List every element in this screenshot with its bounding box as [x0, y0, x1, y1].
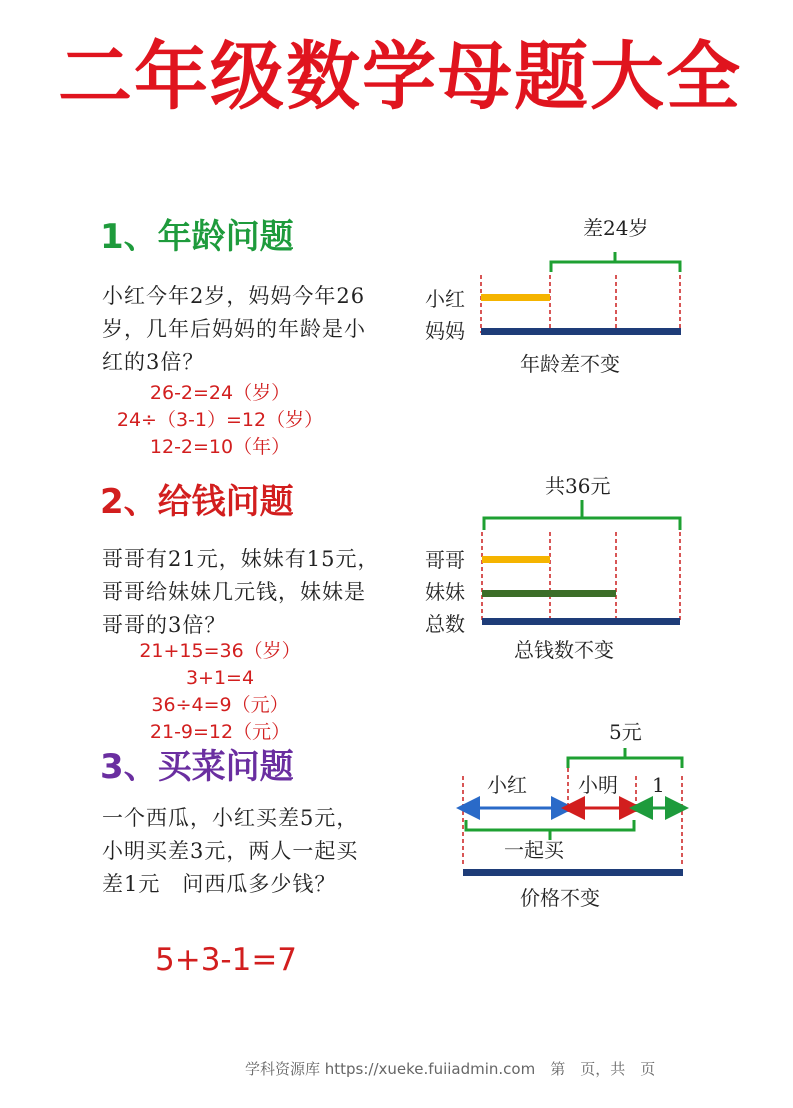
- segment-label: 小红: [487, 773, 527, 797]
- calc-step: 3+1=4: [185, 667, 255, 689]
- diagram-bottom-label: 年龄差不变: [520, 352, 620, 376]
- diagram-bottom-label: 总钱数不变: [514, 638, 614, 662]
- diagram-top-label: 差24岁: [583, 216, 649, 240]
- calc-step: 21+15=36（岁）: [139, 640, 301, 662]
- row-label: 妈妈: [425, 319, 465, 343]
- calc-step: 21-9=12（元）: [149, 721, 291, 743]
- diagram-top-label: 5元: [609, 720, 642, 744]
- section-3-answer: 5+3-1=7: [155, 942, 298, 978]
- row-label: 小红: [425, 287, 465, 311]
- diagram-top-label: 共36元: [545, 474, 611, 498]
- row-label: 妹妹: [425, 580, 465, 604]
- segment-label: 1: [652, 773, 665, 797]
- row-label: 总数: [425, 612, 465, 636]
- section-3-problem: 一个西瓜，小红买差5元，小明买差3元，两人一起买差1元 问西瓜多少钱？: [102, 806, 359, 896]
- section-2-title: 2、给钱问题: [100, 482, 294, 522]
- section-1-problem: 小红今年2岁，妈妈今年26岁，几年后妈妈的年龄是小红的3倍？: [102, 284, 366, 374]
- segment-label: 小明: [578, 773, 618, 797]
- calc-step: 26-2=24（岁）: [149, 382, 291, 404]
- page-footer: 学科资源库 https://xueke.fuiiadmin.com 第 页，共 页: [245, 1060, 656, 1078]
- together-bracket: [466, 820, 634, 840]
- price-bar: [463, 869, 683, 876]
- diagram-bracket: [568, 748, 682, 768]
- section-3-title: 3、买菜问题: [100, 747, 294, 787]
- middle-label: 一起买: [504, 838, 564, 862]
- calc-step: 24÷（3-1）=12（岁）: [116, 409, 324, 431]
- calc-step: 36÷4=9（元）: [151, 694, 289, 716]
- diagram-bottom-label: 价格不变: [520, 886, 600, 910]
- section-2-problem: 哥哥有21元，妹妹有15元，哥哥给妹妹几元钱，妹妹是哥哥的3倍？: [102, 547, 380, 637]
- calc-step: 12-2=10（年）: [149, 436, 291, 458]
- page-title: 二年级数学母题大全: [58, 34, 742, 120]
- row-label: 哥哥: [425, 548, 465, 572]
- section-1-title: 1、年龄问题: [100, 217, 294, 257]
